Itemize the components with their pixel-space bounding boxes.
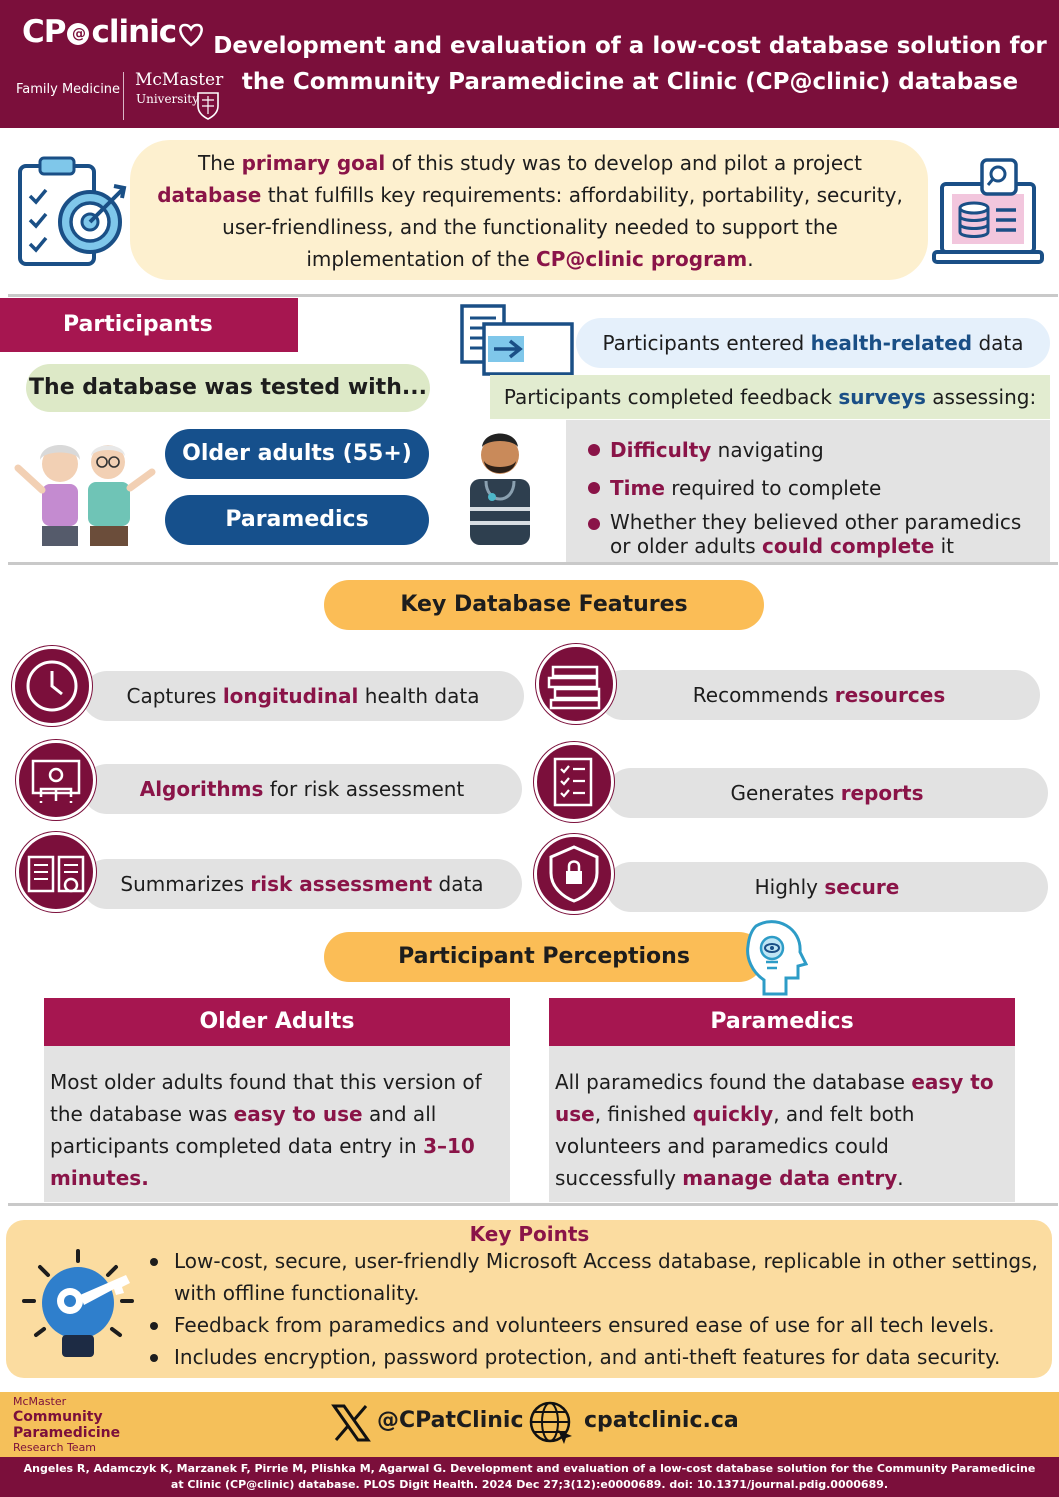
section-divider [8, 562, 1058, 565]
feature-algorithms: Algorithms for risk assessment [82, 764, 522, 814]
data-entry-icon [458, 304, 578, 376]
logo-divider [123, 72, 124, 120]
open-book-icon [16, 832, 96, 912]
cp-clinic-logo: CP @ clinic [22, 14, 206, 50]
tested-with-label: The database was tested with... [26, 364, 430, 412]
clipboard-target-icon [14, 152, 129, 270]
family-medicine-logo: Family Medicine [16, 82, 121, 97]
shield-lock-icon [534, 834, 614, 914]
bullet-icon [588, 518, 600, 530]
bullet-icon [150, 1354, 158, 1362]
key-point-item: Feedback from paramedics and volunteers ensured ease of use for all tech levels. [174, 1313, 995, 1337]
surveys-label: Participants completed feedback surveys assessing: [490, 375, 1050, 419]
team-logo-research: Research Team [13, 1441, 97, 1454]
survey-item: Difficulty navigating [610, 438, 824, 462]
team-logo-mcmaster: McMaster [13, 1395, 67, 1408]
algorithm-icon [16, 740, 96, 820]
x-handle-link[interactable]: @CPatClinic [377, 1408, 524, 1433]
feature-secure: Highly secure [606, 862, 1048, 912]
mcmaster-university-label: University [136, 92, 199, 106]
key-point-item: Low-cost, secure, user-friendly Microsoft Access database, replicable in other settings, with offline functionality. [174, 1249, 1038, 1305]
heart-stethoscope-icon [176, 21, 206, 47]
key-points-title: Key Points [469, 1222, 590, 1246]
mcmaster-logo: McMaster [135, 70, 224, 90]
group-paramedics: Paramedics [165, 495, 429, 545]
report-icon [534, 742, 614, 822]
bullet-icon [150, 1322, 158, 1330]
head-lightbulb-icon [742, 918, 808, 998]
section-divider [8, 1203, 1058, 1206]
website-link[interactable]: cpatclinic.ca [584, 1408, 739, 1433]
books-icon [536, 644, 616, 724]
group-older-adults: Older adults (55+) [165, 429, 429, 479]
survey-item: Whether they believed other paramedics or older adults could complete it [610, 510, 1022, 558]
globe-icon[interactable] [528, 1400, 576, 1448]
x-logo-icon[interactable] [330, 1402, 372, 1444]
key-point-item: Includes encryption, password protection, and anti-theft features for data security. [174, 1345, 1001, 1369]
team-logo-community: Community [13, 1409, 103, 1425]
participants-header: Participants [0, 298, 298, 352]
bullet-icon [588, 482, 600, 494]
citation-text: Angeles R, Adamczyk K, Marzanek F, Pirrie M, Plishka M, Agarwal G. Development and evaluation of a low-cost database solution for the Community Paramedicine at Clinic (CP@clinic) database. PLOS Digit Health. 2024 Dec 27;3(12):e0000689. doi: 10.1371/journal.pdig.0000689. [23, 1462, 1036, 1491]
paramedics-header: Paramedics [549, 998, 1015, 1046]
page-title: Development and evaluation of a low-cost database solution for the Community Paramedicine at Clinic (CP@clinic) database [213, 33, 1047, 95]
study-goal-text: The primary goal of this study was to develop and pilot a project database that fulfills key requirements: affordability, portability, security, user-friendliness, and the functionality needed to support the implementation of the CP@clinic program. [157, 151, 903, 271]
entered-data-label: Participants entered health-related data [576, 318, 1050, 368]
feature-resources: Recommends resources [598, 670, 1040, 720]
bullet-icon [588, 444, 600, 456]
paramedics-text: All paramedics found the database easy to use, finished quickly, and felt both volunteers and paramedics could successfully manage data entry. [549, 1046, 1015, 1202]
clock-icon [12, 646, 92, 726]
survey-item: Time required to complete [610, 476, 882, 500]
bullet-icon [150, 1258, 158, 1266]
feature-reports: Generates reports [606, 768, 1048, 818]
feature-longitudinal: Captures longitudinal health data [82, 671, 524, 721]
older-adults-text: Most older adults found that this version of the database was easy to use and all participants completed data entry in 3–10 minutes. [44, 1046, 510, 1202]
laptop-database-icon [930, 156, 1045, 268]
paramedic-illustration [462, 425, 538, 547]
key-features-title: Key Database Features [324, 580, 764, 630]
older-adults-illustration [12, 428, 158, 548]
section-divider [8, 294, 1058, 297]
older-adults-header: Older Adults [44, 998, 510, 1046]
team-logo-paramedicine: Paramedicine [13, 1425, 121, 1441]
feature-summarizes: Summarizes risk assessment data [82, 859, 522, 909]
lightbulb-key-icon [18, 1245, 138, 1365]
perceptions-title: Participant Perceptions [324, 932, 764, 982]
